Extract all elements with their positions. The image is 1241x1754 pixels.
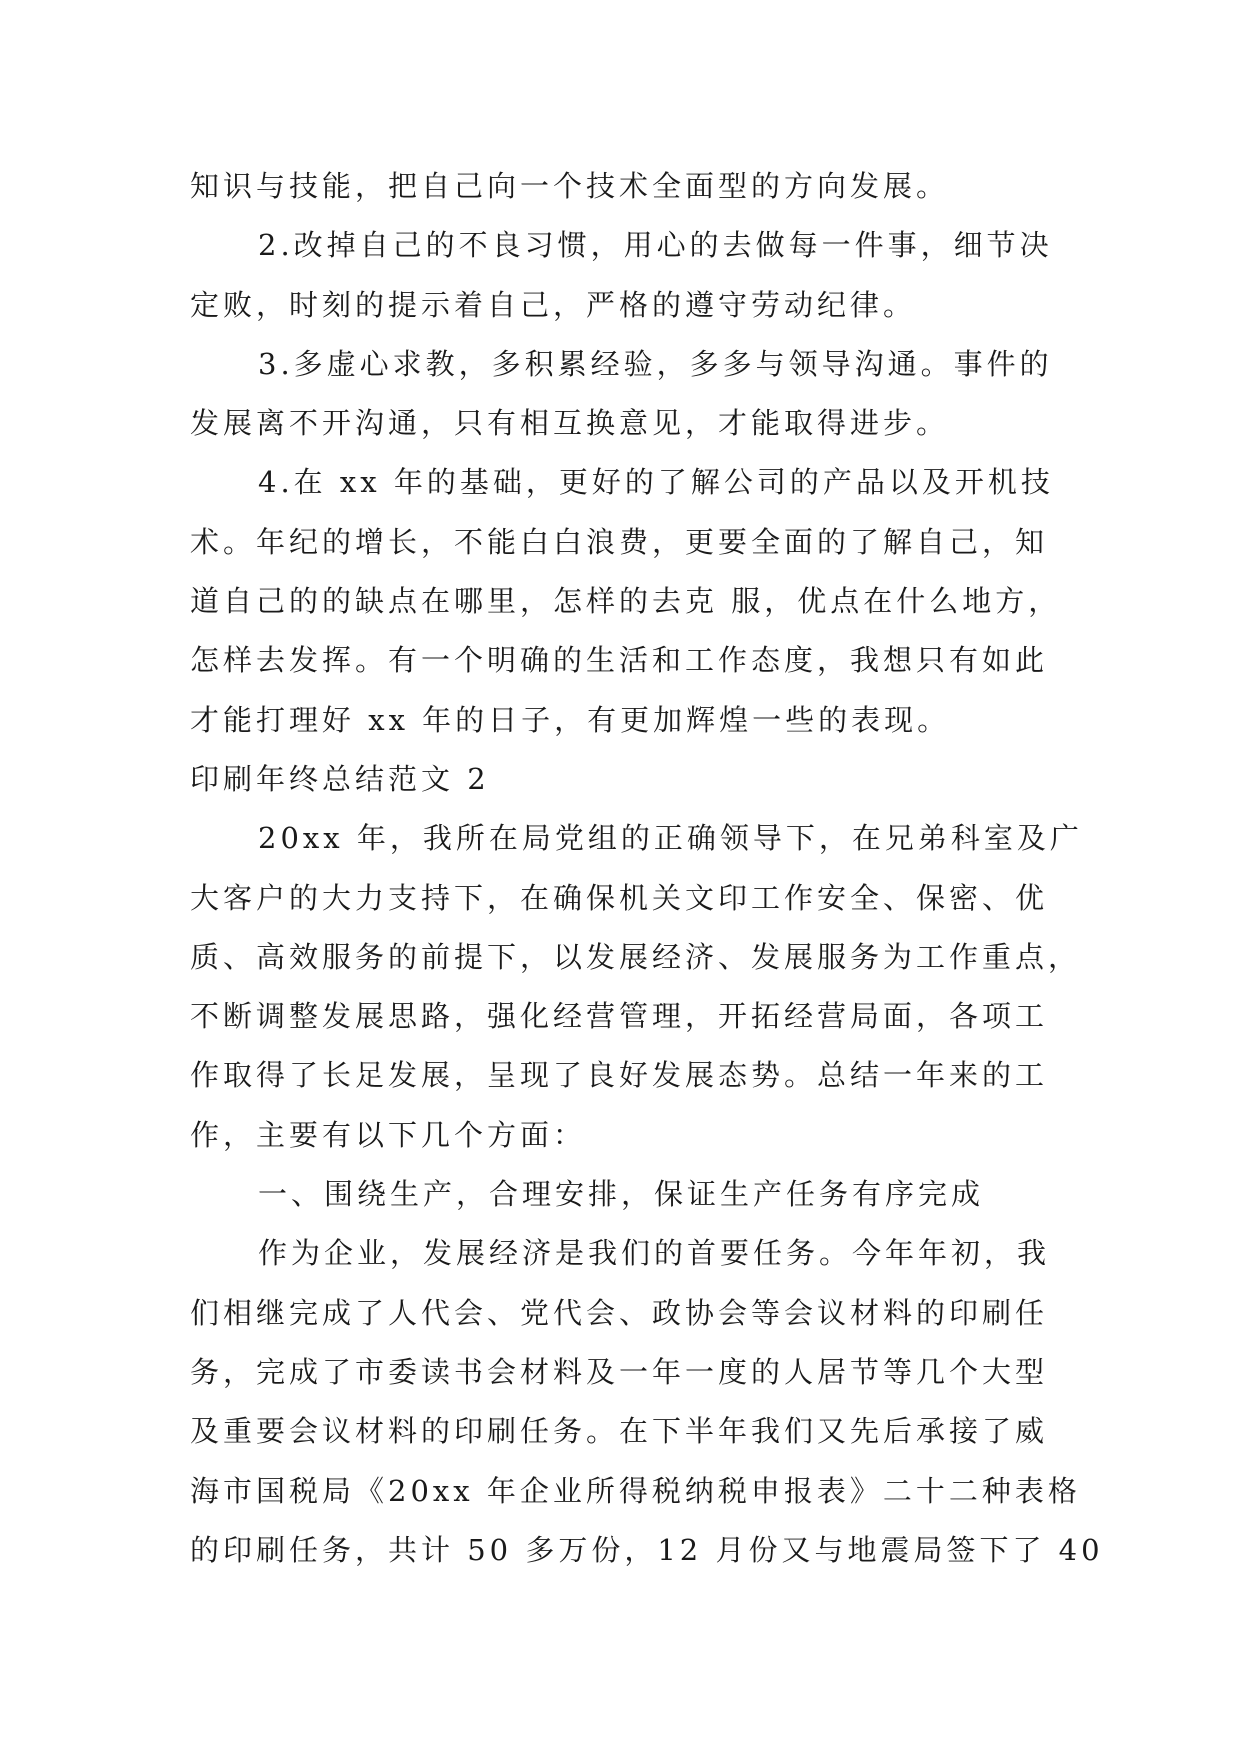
text-line: 务，完成了市委读书会材料及一年一度的人居节等几个大型 [190,1354,1049,1389]
text-line: 不断调整发展思路，强化经营管理，开拓经营局面，各项工 [190,999,1049,1034]
text-line: 作，主要有以下几个方面： [190,1117,587,1152]
section-title: 印刷年终总结范文 2 [190,761,490,796]
list-item-2: 2.改掉自己的不良习惯，用心的去做每一件事，细节决 [258,228,1053,263]
text-line: 定败，时刻的提示着自己，严格的遵守劳动纪律。 [190,287,917,322]
document-body [190,157,1104,1580]
subsection-heading: 一、围绕生产，合理安排，保证生产任务有序完成 [258,1177,985,1212]
paragraph-start: 20xx 年，我所在局党组的正确领导下，在兄弟科室及广 [258,821,1083,856]
text-line: 发展离不开沟通，只有相互换意见，才能取得进步。 [190,406,950,441]
text-line: 海市国税局《20xx 年企业所得税纳税申报表》二十二种表格 [190,1473,1081,1508]
text-line: 知识与技能，把自己向一个技术全面型的方向发展。 [190,169,950,203]
text-line: 的印刷任务，共计 50 多万份，12 月份又与地震局签下了 40 [190,1532,1104,1567]
text-line: 及重要会议材料的印刷任务。在下半年我们又先后承接了威 [190,1414,1049,1449]
text-line: 术。年纪的增长，不能白白浪费，更要全面的了解自己，知 [190,524,1049,559]
text-line: 道自己的的缺点在哪里，怎样的去克 服，优点在什么地方， [190,584,1062,619]
text-line: 大客户的大力支持下，在确保机关文印工作安全、保密、优 [190,880,1049,915]
text-line: 怎样去发挥。有一个明确的生活和工作态度，我想只有如此 [190,643,1049,678]
list-item-4: 4.在 xx 年的基础，更好的了解公司的产品以及开机技 [258,465,1054,500]
text-line: 才能打理好 xx 年的日子，有更加辉煌一些的表现。 [190,702,951,737]
paragraph-start: 作为企业，发展经济是我们的首要任务。今年年初，我 [258,1236,1051,1271]
list-item-3: 3.多虚心求教，多积累经验，多多与领导沟通。事件的 [258,346,1053,381]
text-line: 质、高效服务的前提下，以发展经济、发展服务为工作重点， [190,939,1082,974]
text-line: 们相继完成了人代会、党代会、政协会等会议材料的印刷任 [190,1295,1049,1330]
text-line: 作取得了长足发展，呈现了良好发展态势。总结一年来的工 [190,1058,1049,1093]
